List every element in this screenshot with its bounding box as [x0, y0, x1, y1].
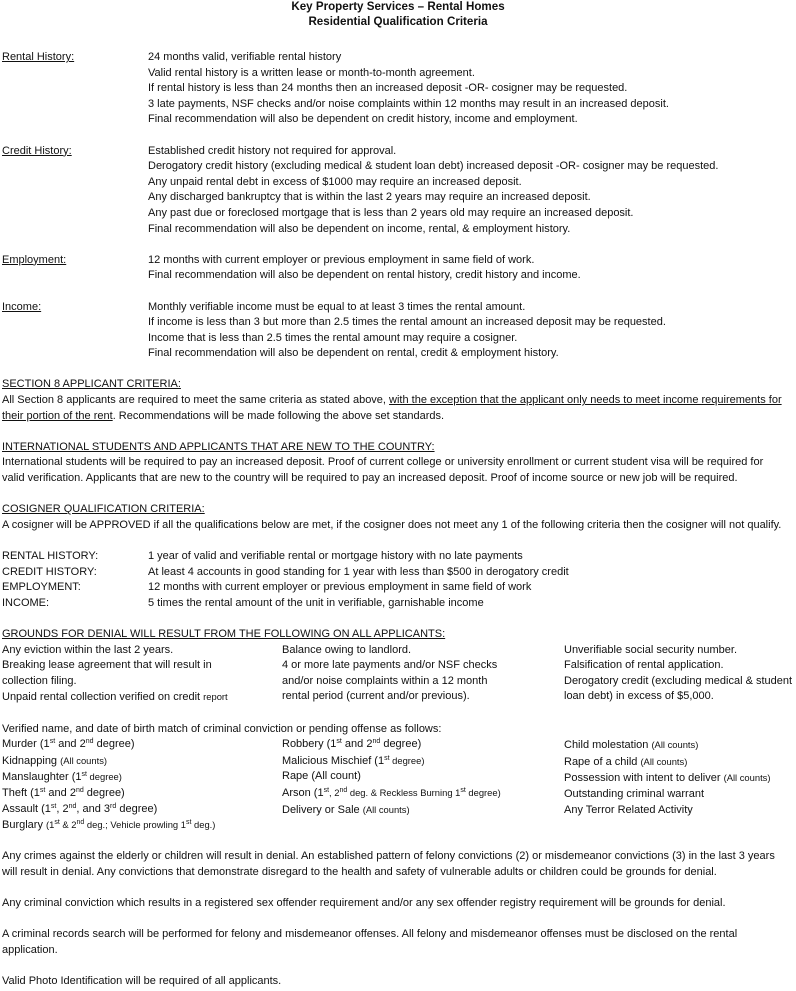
cosigner-value: At least 4 accounts in good standing for 1 year with less than $500 in derogatory credit [148, 565, 569, 578]
criteria-line: Any discharged bankruptcy that is within the last 2 years may require an increased deposit. [148, 191, 591, 204]
offense-theft: Theft (1st and 2nd degree) [2, 786, 125, 799]
closing-paragraph: application. [2, 943, 58, 956]
offense-malicious-mischief: Malicious Mischief (1st degree) [282, 754, 425, 767]
document-header [2, 0, 794, 29]
denial-item: Unverifiable social security number. [564, 643, 738, 656]
rental-history-section [2, 50, 794, 128]
criteria-line: Final recommendation will also be dependent on income, rental, & employment history. [148, 222, 571, 235]
criteria-line: 3 late payments, NSF checks and/or noise complaints within 12 months may result in an increased deposit. [148, 97, 669, 110]
cosigner-row [2, 549, 794, 565]
criteria-line: Valid rental history is a written lease or month-to-month agreement. [148, 66, 475, 79]
closing-paragraph: will result in denial. Any convictions that demonstrate disregard to the health and safety of vulnerable adults or children could be grounds for denial. [2, 865, 717, 878]
cosigner-section [2, 502, 794, 611]
denial-column-3 [564, 643, 794, 706]
closing-section [2, 849, 794, 989]
denial-item: 4 or more late payments and/or NSF checks [282, 659, 498, 672]
denial-item: loan debt) in excess of $5,000. [564, 690, 714, 703]
cosigner-value: 5 times the rental amount of the unit in verifiable, garnishable income [148, 596, 484, 609]
income-section [2, 300, 794, 362]
criminal-intro: Verified name, and date of birth match of criminal conviction or pending offense as follows: [2, 722, 442, 735]
section8-text-end: . Recommendations will be made following the above set standards. [112, 409, 445, 422]
denial-item: Balance owing to landlord. [282, 643, 412, 656]
offense-arson: Arson (1st, 2nd deg. & Reckless Burning 1st degree) [282, 786, 501, 799]
denial-item: Breaking lease agreement that will result in [2, 659, 212, 672]
offense-manslaughter: Manslaughter (1st degree) [2, 771, 122, 784]
criteria-line: Monthly verifiable income must be equal to at least 3 times the rental amount. [148, 300, 526, 313]
criteria-line: If income is less than 3 but more than 2.5 times the rental amount an increased deposit may be requested. [148, 316, 666, 329]
denial-item-text: Unpaid rental collection verified on credit [2, 691, 204, 704]
denial-item-small: report [203, 691, 228, 703]
criteria-line: Any unpaid rental debt in excess of $1000 may require an increased deposit. [148, 175, 522, 188]
section-label: Credit History: [2, 144, 72, 157]
closing-paragraph: Any crimes against the elderly or children will result in denial. An established pattern of felony convictions (2) or misdemeanor convictions (3) in the last 3 years [2, 850, 775, 863]
denial-column-2 [282, 643, 564, 706]
denial-item [2, 689, 282, 706]
offense-robbery: Robbery (1st and 2nd degree) [282, 738, 422, 751]
criteria-line: Final recommendation will also be dependent on rental history, credit history and income. [148, 269, 581, 282]
offense-delivery: Delivery or Sale (All counts) [282, 803, 410, 816]
criteria-line: 24 months valid, verifiable rental history [148, 51, 342, 63]
document-page [2, 0, 794, 990]
document-title: Residential Qualification Criteria [308, 14, 488, 28]
criminal-grid [2, 737, 794, 834]
denial-column-1 [2, 643, 282, 706]
section8-section [2, 377, 794, 424]
denial-grid [2, 643, 794, 706]
cosigner-row [2, 596, 794, 612]
section-label: Employment: [2, 253, 67, 266]
cosigner-label: EMPLOYMENT: [2, 581, 81, 594]
offense-murder: Murder (1st and 2nd degree) [2, 738, 135, 751]
cosigner-value: 12 months with current employer or previous employment in same field of work [148, 581, 532, 594]
criteria-line: Established credit history not required for approval. [148, 144, 397, 157]
offense-kidnapping: Kidnapping (All counts) [2, 754, 107, 767]
cosigner-heading: COSIGNER QUALIFICATION CRITERIA: [2, 503, 205, 516]
offense-rape: Rape (All count) [282, 770, 361, 783]
section-label: Income: [2, 300, 42, 313]
cosigner-label: INCOME: [2, 596, 50, 609]
section-label: Rental History: [2, 51, 75, 63]
criminal-section [2, 722, 794, 834]
criminal-column-2 [282, 737, 564, 834]
closing-paragraph: A criminal records search will be performed for felony and misdemeanor offenses. All felony and misdemeanor offenses must be disclosed on the rental [2, 928, 738, 941]
cosigner-row [2, 565, 794, 581]
cosigner-label: RENTAL HISTORY: [2, 550, 99, 562]
international-text: International students will be required to pay an increased deposit. Proof of current college or university enrollment or current student visa will be required for [2, 456, 764, 469]
offense-rape-of-child: Rape of a child (All counts) [564, 755, 688, 768]
cosigner-label: CREDIT HISTORY: [2, 565, 97, 578]
company-title: Key Property Services – Rental Homes [291, 0, 505, 13]
offense-warrant: Outstanding criminal warrant [564, 787, 705, 800]
cosigner-value: 1 year of valid and verifiable rental or mortgage history with no late payments [148, 550, 523, 562]
closing-paragraph: Valid Photo Identification will be required of all applicants. [2, 975, 282, 988]
section8-exception: with the exception that the applicant only needs to meet income requirements for [389, 394, 782, 407]
international-section [2, 440, 794, 487]
denial-item: collection filing. [2, 674, 77, 687]
denial-item: rental period (current and/or previous). [282, 690, 470, 703]
criteria-line: Income that is less than 2.5 times the rental amount may require a cosigner. [148, 331, 518, 344]
offense-child-molestation: Child molestation (All counts) [564, 739, 699, 752]
offense-assault: Assault (1st, 2nd, and 3rd degree) [2, 802, 158, 815]
closing-paragraph: Any criminal conviction which results in a registered sex offender requirement and/or any sex offender registry requirement will be grounds for denial. [2, 897, 726, 910]
offense-burglary: Burglary (1st & 2nd deg.; Vehicle prowling 1st deg.) [2, 819, 216, 832]
denial-section [2, 627, 794, 706]
criteria-line: 12 months with current employer or previous employment in same field of work. [148, 253, 535, 266]
denial-item: Falsification of rental application. [564, 659, 724, 672]
international-text: valid verification. Applicants that are new to the country will be required to pay an increased deposit. Proof of income source or new job will be required. [2, 472, 738, 485]
criteria-line: Derogatory credit history (excluding medical & student loan debt) increased deposit -OR- cosigner may be requested. [148, 160, 719, 173]
criteria-line: Final recommendation will also be dependent on rental, credit & employment history. [148, 347, 559, 360]
criminal-column-3 [564, 737, 794, 834]
section8-text: All Section 8 applicants are required to meet the same criteria as stated above, [2, 394, 390, 407]
criteria-line: If rental history is less than 24 months then an increased deposit -OR- cosigner may be requested. [148, 82, 628, 95]
employment-section [2, 253, 794, 284]
offense-terror: Any Terror Related Activity [564, 803, 693, 816]
criteria-line: Final recommendation will also be dependent on credit history, income and employment. [148, 113, 578, 126]
denial-item: Any eviction within the last 2 years. [2, 643, 174, 656]
international-heading: INTERNATIONAL STUDENTS AND APPLICANTS THAT ARE NEW TO THE COUNTRY: [2, 440, 435, 453]
offense-possession: Possession with intent to deliver (All counts) [564, 772, 771, 785]
credit-history-section [2, 144, 794, 238]
section8-exception-cont: their portion of the rent [2, 409, 113, 422]
denial-heading: GROUNDS FOR DENIAL WILL RESULT FROM THE FOLLOWING ON ALL APPLICANTS: [2, 627, 446, 640]
criminal-column-1 [2, 737, 282, 834]
section8-heading: SECTION 8 APPLICANT CRITERIA: [2, 378, 181, 391]
criteria-line: Any past due or foreclosed mortgage that is less than 2 years old may require an increased deposit. [148, 206, 634, 219]
cosigner-intro: A cosigner will be APPROVED if all the qualifications below are met, if the cosigner does not meet any 1 of the following criteria then the cosigner will not qualify. [2, 518, 782, 531]
denial-item: and/or noise complaints within a 12 month [282, 674, 488, 687]
cosigner-row [2, 580, 794, 596]
denial-item: Derogatory credit (excluding medical & student [564, 674, 793, 687]
